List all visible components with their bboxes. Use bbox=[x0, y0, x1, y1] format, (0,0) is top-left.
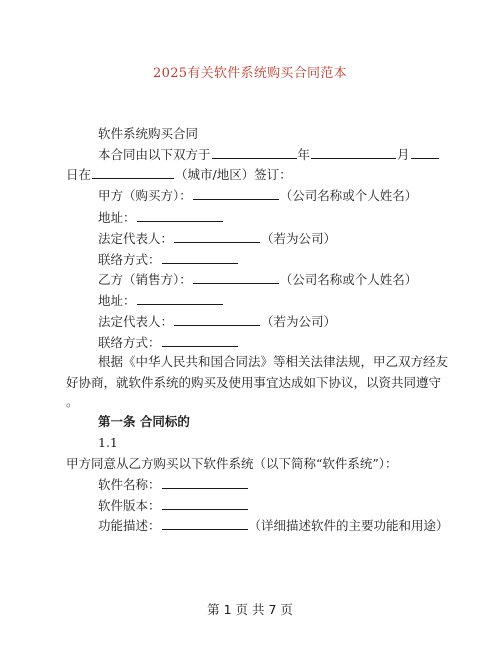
day-label: 日在 bbox=[66, 167, 92, 182]
party-a-address-line bbox=[98, 209, 224, 226]
article-1-heading: 第一条 合同标的 bbox=[98, 414, 190, 429]
place-note: （城市/地区）签订： bbox=[175, 167, 292, 182]
function-blank bbox=[162, 517, 248, 530]
party-a-line bbox=[98, 187, 417, 204]
party-a-label: 甲方（购买方）： bbox=[98, 188, 192, 203]
date-line bbox=[98, 146, 440, 163]
day-blank bbox=[411, 146, 439, 159]
party-b-rep-note: （若为公司） bbox=[261, 314, 337, 329]
party-a-rep-blank bbox=[174, 230, 260, 243]
date-prefix: 本合同由以下双方于 bbox=[98, 147, 211, 162]
preamble-line-2: 好协商，就软件系统的购买及使用事宜达成如下协议，以资共同遵守 bbox=[66, 375, 442, 390]
party-b-rep-blank bbox=[174, 313, 260, 326]
clause-number: 1.1 bbox=[98, 435, 118, 450]
software-name-label: 软件名称： bbox=[98, 477, 161, 492]
party-b-contact-blank bbox=[162, 334, 238, 347]
party-b-address-blank bbox=[137, 292, 223, 305]
party-a-address-label: 地址： bbox=[98, 210, 136, 225]
party-b-label: 乙方（销售方）： bbox=[98, 272, 192, 287]
place-line bbox=[66, 166, 292, 183]
software-version-blank bbox=[162, 497, 248, 510]
function-line bbox=[98, 517, 449, 534]
preamble-line-3: 。 bbox=[66, 394, 79, 409]
party-a-rep-note: （若为公司） bbox=[261, 231, 337, 246]
party-a-rep-line bbox=[98, 230, 336, 247]
party-b-address-label: 地址： bbox=[98, 293, 136, 308]
month-blank bbox=[311, 146, 396, 159]
party-b-line bbox=[98, 271, 417, 288]
party-b-note: （公司名称或个人姓名） bbox=[279, 272, 418, 287]
party-a-contact-line bbox=[98, 251, 239, 268]
party-a-rep-label: 法定代表人： bbox=[98, 231, 174, 246]
software-name-line bbox=[98, 476, 249, 493]
party-a-contact-label: 联络方式： bbox=[98, 252, 161, 267]
party-b-contact-line bbox=[98, 334, 239, 351]
month-label: 月 bbox=[397, 147, 410, 162]
page-footer: 第 1 页 共 7 页 bbox=[207, 602, 293, 617]
year-blank bbox=[212, 146, 297, 159]
party-b-blank bbox=[193, 271, 279, 284]
clause-text: 甲方同意从乙方购买以下软件系统（以下简称“软件系统”）： bbox=[66, 456, 398, 471]
document-title: 2025有关软件系统购买合同范本 bbox=[153, 66, 347, 81]
party-a-blank bbox=[193, 187, 279, 200]
function-note: （详细描述软件的主要功能和用途） bbox=[248, 518, 449, 533]
software-version-line bbox=[98, 497, 249, 514]
function-label: 功能描述： bbox=[98, 518, 161, 533]
software-version-label: 软件版本： bbox=[98, 498, 161, 513]
party-a-address-blank bbox=[137, 209, 223, 222]
contract-heading: 软件系统购买合同 bbox=[98, 126, 199, 141]
party-b-contact-label: 联络方式： bbox=[98, 335, 161, 350]
party-a-contact-blank bbox=[162, 251, 238, 264]
party-a-note: （公司名称或个人姓名） bbox=[279, 188, 418, 203]
year-label: 年 bbox=[297, 147, 311, 162]
party-b-rep-label: 法定代表人： bbox=[98, 314, 174, 329]
party-b-address-line bbox=[98, 292, 224, 309]
preamble-line-1: 根据《中华人民共和国合同法》等相关法律法规，甲乙双方经友 bbox=[98, 354, 449, 369]
place-blank bbox=[92, 166, 174, 179]
party-b-rep-line bbox=[98, 313, 336, 330]
software-name-blank bbox=[162, 476, 248, 489]
